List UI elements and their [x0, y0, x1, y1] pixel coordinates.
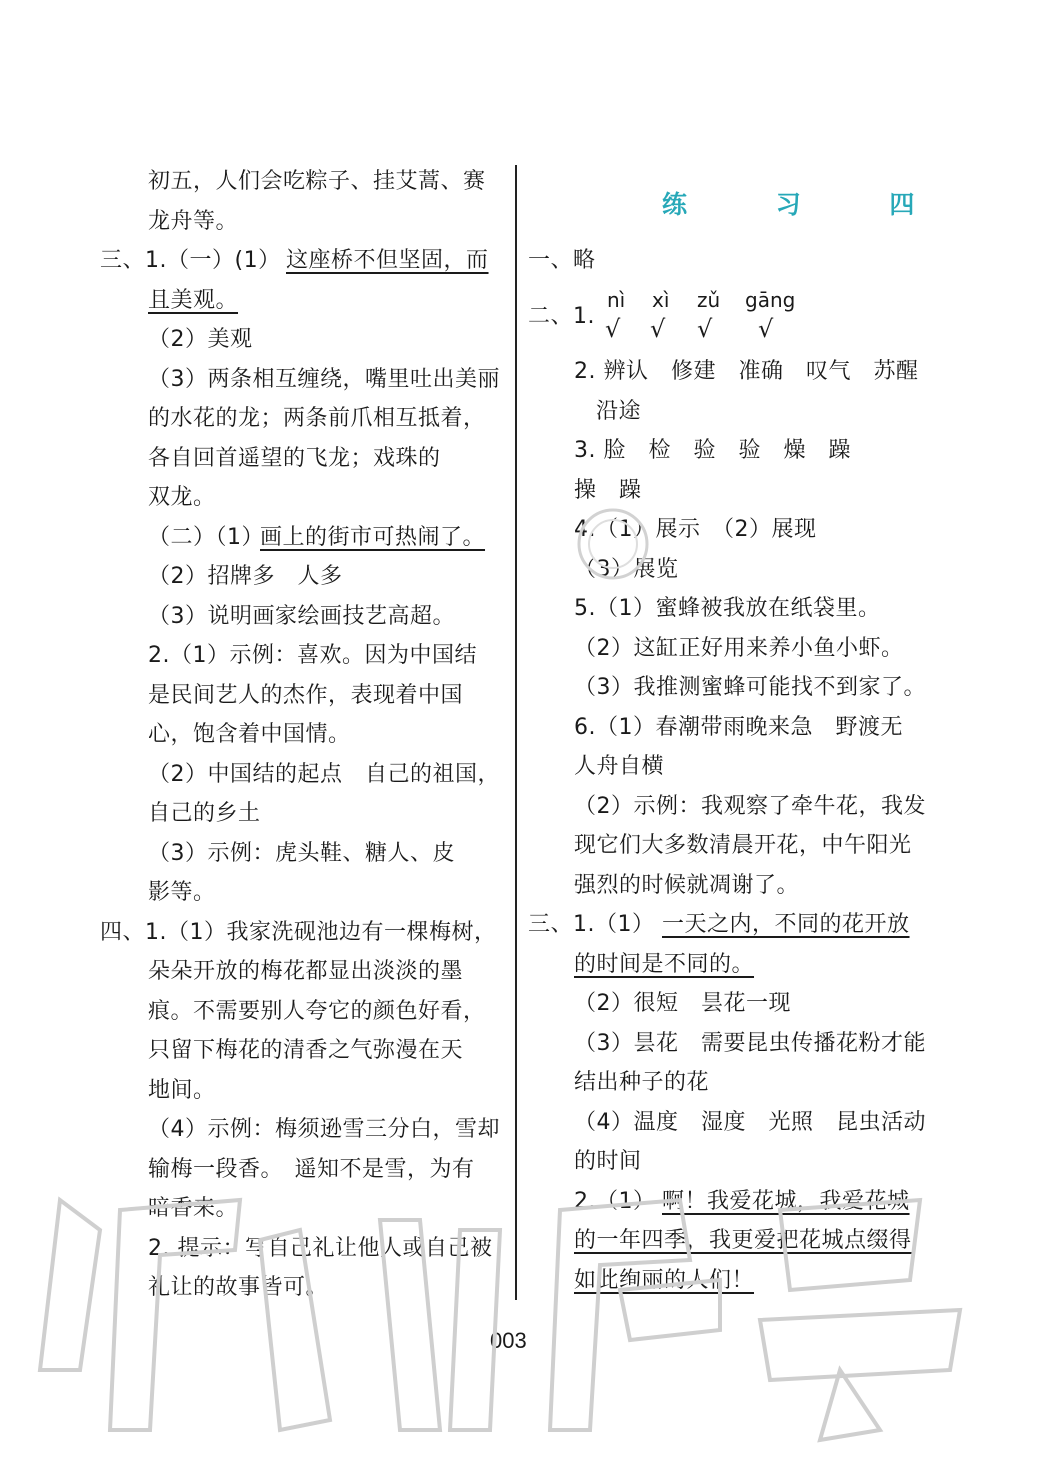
section-four-q1: 四、1.（1）我家洗砚池边有一棵梅树，	[100, 920, 497, 945]
text-line: 初五，人们会吃粽子、挂艾蒿、赛	[148, 169, 486, 194]
text-line: 朵朵开放的梅花都显出淡淡的墨	[148, 959, 464, 984]
check-mark-icon: √	[605, 315, 621, 343]
text-line: （2）中国结的起点 自己的祖国，	[148, 762, 500, 787]
text-line: 2. 辨认 修建 准确 叹气 苏醒	[574, 359, 919, 384]
text-line: 沿途	[596, 399, 642, 424]
text-line: 暗香来。	[148, 1196, 239, 1221]
exercise-title: 练 习 四	[662, 190, 955, 219]
text-line: 龙舟等。	[148, 209, 239, 234]
text-line: 影等。	[148, 880, 216, 905]
text-line: 双龙。	[148, 485, 216, 510]
pinyin-label: xì	[652, 288, 670, 312]
underlined-answer: 的时间是不同的。	[574, 952, 755, 977]
text-line: 2. 提示：写自己礼让他人或自己被	[148, 1236, 493, 1261]
text-line: 操 躁	[574, 478, 642, 503]
text-line: 的水花的龙；两条前爪相互抵着，	[148, 406, 486, 431]
underlined-answer: 如此绚丽的人们！	[574, 1268, 755, 1293]
text-line: 人舟自横	[574, 754, 665, 779]
text-line: （2）很短 昙花一现	[574, 991, 791, 1016]
text-line: 自己的乡土	[148, 801, 261, 826]
text-line: 结出种子的花	[574, 1070, 710, 1095]
text-line: 强烈的时候就凋谢了。	[574, 873, 800, 898]
text-line: 是民间艺人的杰作，表现着中国	[148, 683, 464, 708]
underlined-answer: 这座桥不但坚固，而	[286, 248, 489, 273]
text-line: 各自回首遥望的飞龙；戏珠的	[148, 446, 441, 471]
text-line: （3）两条相互缠绕，嘴里吐出美丽	[148, 367, 500, 392]
text-line: （3）昙花 需要昆虫传播花粉才能	[574, 1031, 926, 1056]
text-line: 2.（1）	[574, 1189, 656, 1214]
stamp-logo	[574, 505, 652, 583]
text-line: 3. 脸 检 验 验 燥 躁	[574, 438, 851, 463]
section-three-q1: 三、1.（1）	[528, 912, 655, 937]
text-line: 5.（1）蜜蜂被我放在纸袋里。	[574, 596, 881, 621]
text-line: 6.（1）春潮带雨晚来急 野渡无	[574, 715, 903, 740]
text-line: （2）这缸正好用来养小鱼小虾。	[574, 636, 904, 661]
text-line: （2）美观	[148, 327, 253, 352]
watermark-logo	[0, 1170, 1044, 1458]
pinyin-label: gāng	[745, 288, 796, 312]
text-line: 礼让的故事皆可。	[148, 1275, 329, 1300]
check-mark-icon: √	[697, 315, 713, 343]
text-line: （4）示例：梅须逊雪三分白，雪却	[148, 1117, 500, 1142]
text-line: （3）示例：虎头鞋、糖人、皮	[148, 841, 455, 866]
check-mark-icon: √	[758, 315, 774, 343]
pinyin-label: zǔ	[697, 288, 721, 312]
text-line: （二）（1）	[148, 525, 264, 550]
text-line: 的时间	[574, 1149, 642, 1174]
text-line: （3）我推测蜜蜂可能找不到家了。	[574, 675, 926, 700]
underlined-answer: 的一年四季，我更爱把花城点缀得	[574, 1228, 912, 1253]
text-line: 地间。	[148, 1078, 216, 1103]
pinyin-label: nì	[607, 288, 626, 312]
text-line: 心，饱含着中国情。	[148, 722, 351, 747]
underlined-answer: 且美观。	[148, 288, 239, 313]
text-line: 4.（1）展示 （2）展现	[574, 517, 817, 542]
text-line: （4）温度 湿度 光照 昆虫活动	[574, 1110, 926, 1135]
text-line: （3）说明画家绘画技艺高超。	[148, 604, 455, 629]
underlined-answer: 啊！我爱花城，我爱花城	[662, 1189, 910, 1214]
text-line: （2）招牌多 人多	[148, 564, 343, 589]
text-line: 2.（1）示例：喜欢。因为中国结	[148, 643, 477, 668]
text-line: 痕。不需要别人夸它的颜色好看，	[148, 999, 486, 1024]
underlined-answer: 一天之内，不同的花开放	[662, 912, 910, 937]
text-line: 输梅一段香。 遥知不是雪，为有	[148, 1157, 475, 1182]
underlined-answer: 画上的街市可热闹了。	[260, 525, 486, 550]
text-line: 只留下梅花的清香之气弥漫在天	[148, 1038, 464, 1063]
check-mark-icon: √	[650, 315, 666, 343]
section-one: 一、略	[528, 248, 596, 273]
text-line: （3）展览	[574, 557, 679, 582]
text-line: 现它们大多数清晨开花，中午阳光	[574, 833, 912, 858]
page-number: 003	[490, 1328, 527, 1353]
section-two-q1: 二、1.	[528, 304, 595, 329]
column-divider	[515, 165, 517, 1300]
text-line: （2）示例：我观察了牵牛花，我发	[574, 794, 926, 819]
section-three-q1: 三、1.（一）(1）	[100, 248, 281, 273]
